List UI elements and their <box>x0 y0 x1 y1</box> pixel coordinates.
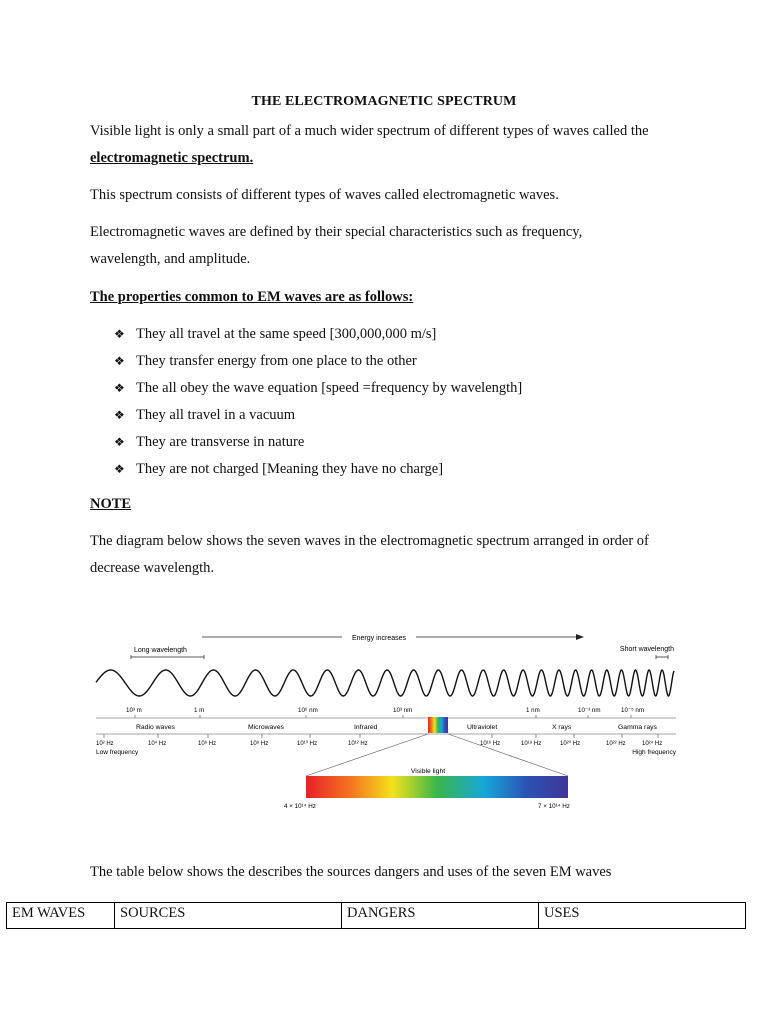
note-heading: NOTE <box>90 496 132 512</box>
svg-text:10⁴ Hz: 10⁴ Hz <box>148 741 167 747</box>
energy-label: Energy increases <box>351 635 407 642</box>
note-paragraph: The diagram below shows the seven waves in the electromagnetic spectrum arranged in order of decrease wavelength. <box>90 533 649 576</box>
region-radio: Radio waves <box>136 724 175 731</box>
svg-text:10⁻⁵ nm: 10⁻⁵ nm <box>621 707 645 714</box>
diamond-bullet-icon: ❖ <box>114 462 125 476</box>
table-caption: The table below shows the describes the sources dangers and uses of the seven EM waves <box>90 864 612 880</box>
long-wavelength-label: Long wavelength <box>134 647 187 654</box>
list-item: ❖ They all travel at the same speed [300,000,000 m/s] <box>114 321 522 348</box>
header-sources: SOURCES <box>115 903 342 929</box>
svg-text:10³ nm: 10³ nm <box>393 707 413 714</box>
diamond-bullet-icon: ❖ <box>114 327 125 341</box>
region-ultraviolet: Ultraviolet <box>467 724 498 731</box>
svg-text:10²² Hz: 10²² Hz <box>606 741 626 747</box>
svg-text:10²⁰ Hz: 10²⁰ Hz <box>560 741 581 747</box>
list-item: ❖ They are not charged [Meaning they have no charge] <box>114 456 522 483</box>
table-header-row <box>7 903 746 929</box>
svg-text:10⁸ Hz: 10⁸ Hz <box>250 741 269 747</box>
region-microwaves: Microwaves <box>248 724 284 731</box>
wave-curve <box>96 670 674 696</box>
visible-light-strip <box>306 776 568 798</box>
header-uses: USES <box>539 903 746 929</box>
region-labels <box>136 724 658 731</box>
svg-text:10⁶ nm: 10⁶ nm <box>298 707 318 714</box>
diamond-bullet-icon: ❖ <box>114 408 125 422</box>
svg-text:10⁶ Hz: 10⁶ Hz <box>198 741 217 747</box>
list-item: ❖ They are transverse in nature <box>114 429 522 456</box>
intro-term: electromagnetic spectrum. <box>90 150 254 166</box>
spectrum-paragraph: This spectrum consists of different types of waves called electromagnetic waves. <box>90 187 559 203</box>
svg-text:10² Hz: 10² Hz <box>96 741 114 747</box>
svg-text:1 m: 1 m <box>194 707 205 714</box>
list-item: ❖ They transfer energy from one place to the other <box>114 348 522 375</box>
diamond-bullet-icon: ❖ <box>114 354 125 368</box>
em-waves-table <box>6 902 746 929</box>
frequency-scale <box>96 740 662 747</box>
em-spectrum-diagram <box>90 628 682 814</box>
svg-text:10¹⁶ Hz: 10¹⁶ Hz <box>480 741 501 747</box>
short-wavelength-label: Short wavelength <box>619 646 674 653</box>
svg-text:10³ m: 10³ m <box>126 707 142 714</box>
header-em-waves: EM WAVES <box>7 903 115 929</box>
wavelength-scale <box>126 707 644 714</box>
svg-text:10²⁴ Hz: 10²⁴ Hz <box>642 741 663 747</box>
region-infrared: Infrared <box>354 724 378 731</box>
svg-text:1 nm: 1 nm <box>526 707 540 714</box>
arrow-head-icon <box>576 634 584 640</box>
visible-low-label: 4 × 10¹⁴ Hz <box>284 803 316 810</box>
diamond-bullet-icon: ❖ <box>114 435 125 449</box>
diamond-bullet-icon: ❖ <box>114 381 125 395</box>
visible-band <box>428 717 448 733</box>
characteristics-paragraph: Electromagnetic waves are defined by their special characteristics such as frequency, wavelength, and amplitude. <box>90 224 583 267</box>
list-item: ❖ The all obey the wave equation [speed =frequency by wavelength] <box>114 375 522 402</box>
list-item: ❖ They all travel in a vacuum <box>114 402 522 429</box>
region-gamma: Gamma rays <box>618 724 657 731</box>
svg-text:10¹⁸ Hz: 10¹⁸ Hz <box>521 741 542 747</box>
properties-list <box>114 321 522 483</box>
visible-high-label: 7 × 10¹⁴ Hz <box>538 803 570 810</box>
properties-heading: The properties common to EM waves are as follows: <box>90 289 414 305</box>
svg-text:10¹⁰ Hz: 10¹⁰ Hz <box>297 741 318 747</box>
region-xrays: X rays <box>552 724 572 731</box>
high-frequency-label: High frequency <box>632 749 676 756</box>
svg-text:10¹² Hz: 10¹² Hz <box>348 741 368 747</box>
svg-text:10⁻³ nm: 10⁻³ nm <box>578 707 601 714</box>
low-frequency-label: Low frequency <box>96 749 139 756</box>
intro-paragraph <box>90 118 690 172</box>
header-dangers: DANGERS <box>342 903 539 929</box>
intro-text: Visible light is only a small part of a much wider spectrum of different types of waves called the <box>90 123 649 139</box>
visible-light-label: Visible light <box>410 768 446 775</box>
page-title: THE ELECTROMAGNETIC SPECTRUM <box>251 94 517 109</box>
